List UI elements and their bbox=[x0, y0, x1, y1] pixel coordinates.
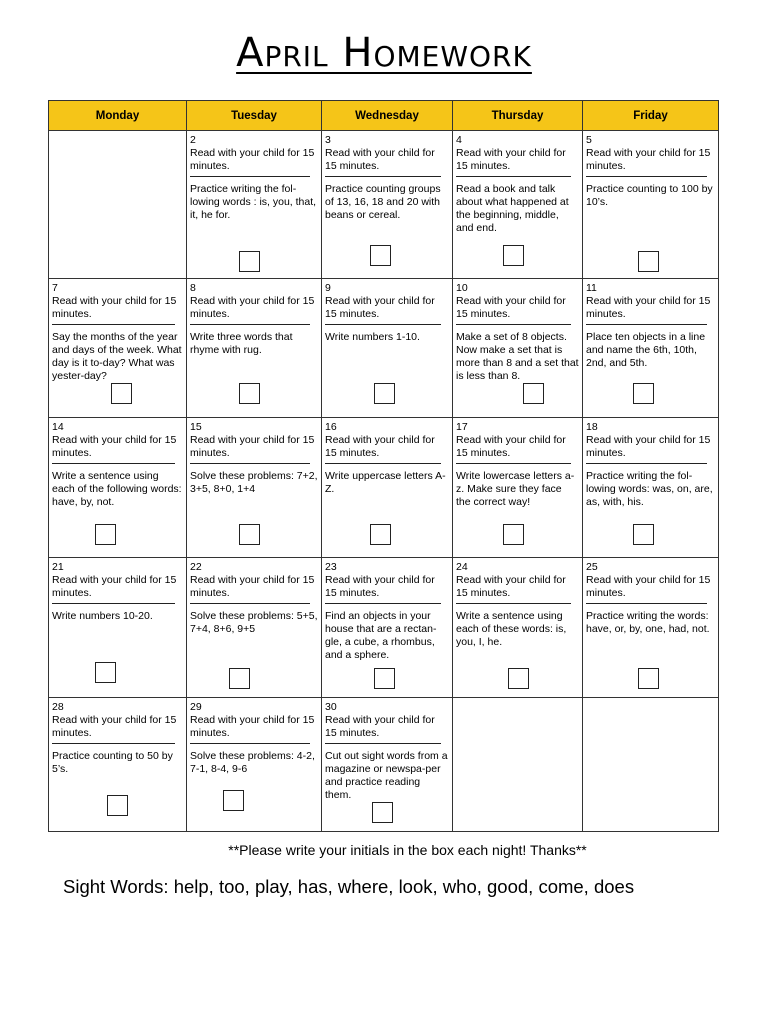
initials-checkbox[interactable] bbox=[638, 668, 659, 689]
homework-task: Solve these problems: 7+2, 3+5, 8+0, 1+4 bbox=[190, 470, 318, 495]
header-thursday: Thursday bbox=[453, 101, 583, 131]
day-number: 23 bbox=[325, 561, 337, 573]
calendar-day-cell bbox=[583, 131, 719, 279]
calendar-day-cell bbox=[322, 131, 453, 279]
task-divider bbox=[586, 463, 707, 464]
reading-task: Read with your child for 15 minutes. bbox=[190, 714, 315, 739]
day-number: 9 bbox=[325, 282, 331, 294]
calendar-day-cell bbox=[583, 279, 719, 418]
calendar-day-cell bbox=[187, 131, 322, 279]
homework-task: Write a sentence using each of the following words: have, by, not. bbox=[52, 470, 182, 508]
initials-checkbox[interactable] bbox=[503, 524, 524, 545]
task-divider bbox=[52, 743, 175, 744]
task-divider bbox=[190, 463, 310, 464]
day-number: 11 bbox=[586, 282, 597, 294]
day-number: 2 bbox=[190, 134, 196, 146]
reading-task: Read with your child for 15 minutes. bbox=[456, 574, 566, 599]
calendar-day-cell bbox=[187, 698, 322, 832]
reading-task: Read with your child for 15 minutes. bbox=[325, 295, 435, 320]
initials-checkbox[interactable] bbox=[239, 251, 260, 272]
day-number: 5 bbox=[586, 134, 592, 146]
homework-task: Place ten objects in a line and name the 6th, 10th, 2nd, and 5th. bbox=[586, 331, 706, 369]
day-number: 17 bbox=[456, 421, 468, 433]
sight-words: Sight Words: help, too, play, has, where, look, who, good, come, does bbox=[63, 876, 635, 897]
task-divider bbox=[456, 603, 571, 604]
task-divider bbox=[190, 603, 310, 604]
initials-checkbox[interactable] bbox=[95, 524, 116, 545]
day-number: 3 bbox=[325, 134, 331, 146]
day-number: 28 bbox=[52, 701, 64, 713]
initials-checkbox[interactable] bbox=[633, 524, 654, 545]
calendar-week-row bbox=[49, 698, 719, 832]
header-monday: Monday bbox=[49, 101, 187, 131]
calendar-week-row bbox=[49, 418, 719, 558]
task-divider bbox=[52, 603, 175, 604]
homework-task: Solve these problems: 4-2, 7-1, 8-4, 9-6 bbox=[190, 750, 315, 775]
homework-task: Make a set of 8 objects. Now make a set that is more than 8 and a set that is less than 8. bbox=[456, 331, 579, 382]
initials-checkbox[interactable] bbox=[374, 668, 395, 689]
initials-checkbox[interactable] bbox=[374, 383, 395, 404]
day-number: 25 bbox=[586, 561, 598, 573]
reading-task: Read with your child for 15 minutes. bbox=[190, 147, 315, 172]
page-title: April Homework bbox=[236, 30, 532, 76]
day-number: 16 bbox=[325, 421, 337, 433]
day-number: 29 bbox=[190, 701, 202, 713]
task-divider bbox=[325, 743, 441, 744]
task-divider bbox=[586, 324, 707, 325]
reading-task: Read with your child for 15 minutes. bbox=[325, 714, 435, 739]
reading-task: Read with your child for 15 minutes. bbox=[456, 434, 566, 459]
homework-task: Write lowercase letters a-z. Make sure they face the correct way! bbox=[456, 470, 575, 508]
calendar-day-cell bbox=[453, 558, 583, 698]
calendar-day-cell bbox=[49, 698, 187, 832]
day-number: 7 bbox=[52, 282, 58, 294]
calendar-day-cell bbox=[453, 131, 583, 279]
calendar-day-cell bbox=[187, 558, 322, 698]
reading-task: Read with your child for 15 minutes. bbox=[190, 295, 315, 320]
day-number: 10 bbox=[456, 282, 468, 294]
day-number: 21 bbox=[52, 561, 64, 573]
homework-task: Practice counting to 100 by 10’s. bbox=[586, 183, 713, 208]
homework-task: Practice writing the fol-lowing words: was, on, are, as, with, his. bbox=[586, 470, 713, 508]
calendar-day-cell bbox=[583, 558, 719, 698]
calendar-day-cell bbox=[322, 698, 453, 832]
initials-checkbox[interactable] bbox=[523, 383, 544, 404]
initials-checkbox[interactable] bbox=[111, 383, 132, 404]
initials-checkbox[interactable] bbox=[107, 795, 128, 816]
reading-task: Read with your child for 15 minutes. bbox=[52, 434, 177, 459]
homework-task: Write numbers 10-20. bbox=[52, 610, 153, 622]
homework-task: Write numbers 1-10. bbox=[325, 331, 420, 343]
day-number: 30 bbox=[325, 701, 337, 713]
homework-task: Write three words that rhyme with rug. bbox=[190, 331, 293, 356]
homework-task: Read a book and talk about what happened at the beginning, middle, and end. bbox=[456, 183, 569, 234]
reading-task: Read with your child for 15 minutes. bbox=[586, 147, 711, 172]
homework-task: Say the months of the year and days of the week. What day is it to-day? What was yester-day? bbox=[52, 331, 182, 382]
homework-task: Practice writing the fol-lowing words : is, you, that, it, he for. bbox=[190, 183, 317, 221]
reading-task: Read with your child for 15 minutes. bbox=[456, 295, 566, 320]
task-divider bbox=[190, 176, 310, 177]
calendar-day-cell bbox=[583, 698, 719, 832]
day-number: 22 bbox=[190, 561, 202, 573]
task-divider bbox=[325, 463, 441, 464]
calendar-body bbox=[49, 131, 719, 832]
task-divider bbox=[456, 176, 571, 177]
task-divider bbox=[52, 324, 175, 325]
reading-task: Read with your child for 15 minutes. bbox=[586, 295, 711, 320]
homework-task: Practice writing the words: have, or, by, one, had, not. bbox=[586, 610, 710, 635]
homework-task: Practice counting groups of 13, 16, 18 and 20 with beans or cereal. bbox=[325, 183, 441, 221]
day-number: 24 bbox=[456, 561, 468, 573]
reading-task: Read with your child for 15 minutes. bbox=[325, 147, 435, 172]
reading-task: Read with your child for 15 minutes. bbox=[52, 574, 177, 599]
homework-calendar bbox=[48, 100, 719, 832]
header-friday: Friday bbox=[583, 101, 719, 131]
initials-checkbox[interactable] bbox=[508, 668, 529, 689]
homework-task: Write uppercase letters A-Z. bbox=[325, 470, 446, 495]
calendar-day-cell bbox=[322, 558, 453, 698]
header-wednesday: Wednesday bbox=[322, 101, 453, 131]
task-divider bbox=[325, 324, 441, 325]
reading-task: Read with your child for 15 minutes. bbox=[456, 147, 566, 172]
initials-checkbox[interactable] bbox=[638, 251, 659, 272]
reading-task: Read with your child for 15 minutes. bbox=[586, 434, 711, 459]
day-number: 15 bbox=[190, 421, 202, 433]
task-divider bbox=[325, 176, 441, 177]
homework-task: Write a sentence using each of these words: is, you, I, he. bbox=[456, 610, 567, 648]
homework-task: Practice counting to 50 by 5’s. bbox=[52, 750, 173, 775]
reading-task: Read with your child for 15 minutes. bbox=[52, 295, 177, 320]
calendar-day-cell bbox=[49, 279, 187, 418]
task-divider bbox=[456, 463, 571, 464]
initials-checkbox[interactable] bbox=[239, 524, 260, 545]
calendar-day-cell bbox=[49, 418, 187, 558]
task-divider bbox=[586, 176, 707, 177]
homework-task: Solve these problems: 5+5, 7+4, 8+6, 9+5 bbox=[190, 610, 318, 635]
task-divider bbox=[586, 603, 707, 604]
calendar-day-cell bbox=[49, 131, 187, 279]
initials-checkbox[interactable] bbox=[239, 383, 260, 404]
task-divider bbox=[456, 324, 571, 325]
calendar-day-cell bbox=[187, 279, 322, 418]
initials-note: **Please write your initials in the box each night! Thanks** bbox=[228, 842, 587, 858]
task-divider bbox=[52, 463, 175, 464]
calendar-day-cell bbox=[322, 279, 453, 418]
calendar-day-cell bbox=[453, 698, 583, 832]
reading-task: Read with your child for 15 minutes. bbox=[325, 434, 435, 459]
calendar-day-cell bbox=[453, 418, 583, 558]
initials-checkbox[interactable] bbox=[372, 802, 393, 823]
day-number: 14 bbox=[52, 421, 64, 433]
initials-checkbox[interactable] bbox=[503, 245, 524, 266]
task-divider bbox=[325, 603, 441, 604]
initials-checkbox[interactable] bbox=[370, 245, 391, 266]
initials-checkbox[interactable] bbox=[95, 662, 116, 683]
calendar-header-row bbox=[49, 101, 719, 131]
calendar-day-cell bbox=[187, 418, 322, 558]
initials-checkbox[interactable] bbox=[370, 524, 391, 545]
task-divider bbox=[190, 324, 310, 325]
initials-checkbox[interactable] bbox=[633, 383, 654, 404]
calendar-week-row bbox=[49, 279, 719, 418]
day-number: 4 bbox=[456, 134, 462, 146]
day-number: 18 bbox=[586, 421, 598, 433]
calendar-day-cell bbox=[49, 558, 187, 698]
reading-task: Read with your child for 15 minutes. bbox=[190, 434, 315, 459]
calendar-day-cell bbox=[322, 418, 453, 558]
reading-task: Read with your child for 15 minutes. bbox=[325, 574, 435, 599]
homework-task: Find an objects in your house that are a rectan-gle, a cube, a rhombus, and a sphere. bbox=[325, 610, 437, 661]
header-tuesday: Tuesday bbox=[187, 101, 322, 131]
task-divider bbox=[190, 743, 310, 744]
calendar-day-cell bbox=[583, 418, 719, 558]
reading-task: Read with your child for 15 minutes. bbox=[586, 574, 711, 599]
day-number: 8 bbox=[190, 282, 196, 294]
calendar-week-row bbox=[49, 131, 719, 279]
initials-checkbox[interactable] bbox=[229, 668, 250, 689]
reading-task: Read with your child for 15 minutes. bbox=[190, 574, 315, 599]
calendar-week-row bbox=[49, 558, 719, 698]
initials-checkbox[interactable] bbox=[223, 790, 244, 811]
reading-task: Read with your child for 15 minutes. bbox=[52, 714, 177, 739]
homework-task: Cut out sight words from a magazine or newspa-per and practice reading them. bbox=[325, 750, 448, 801]
calendar-day-cell bbox=[453, 279, 583, 418]
